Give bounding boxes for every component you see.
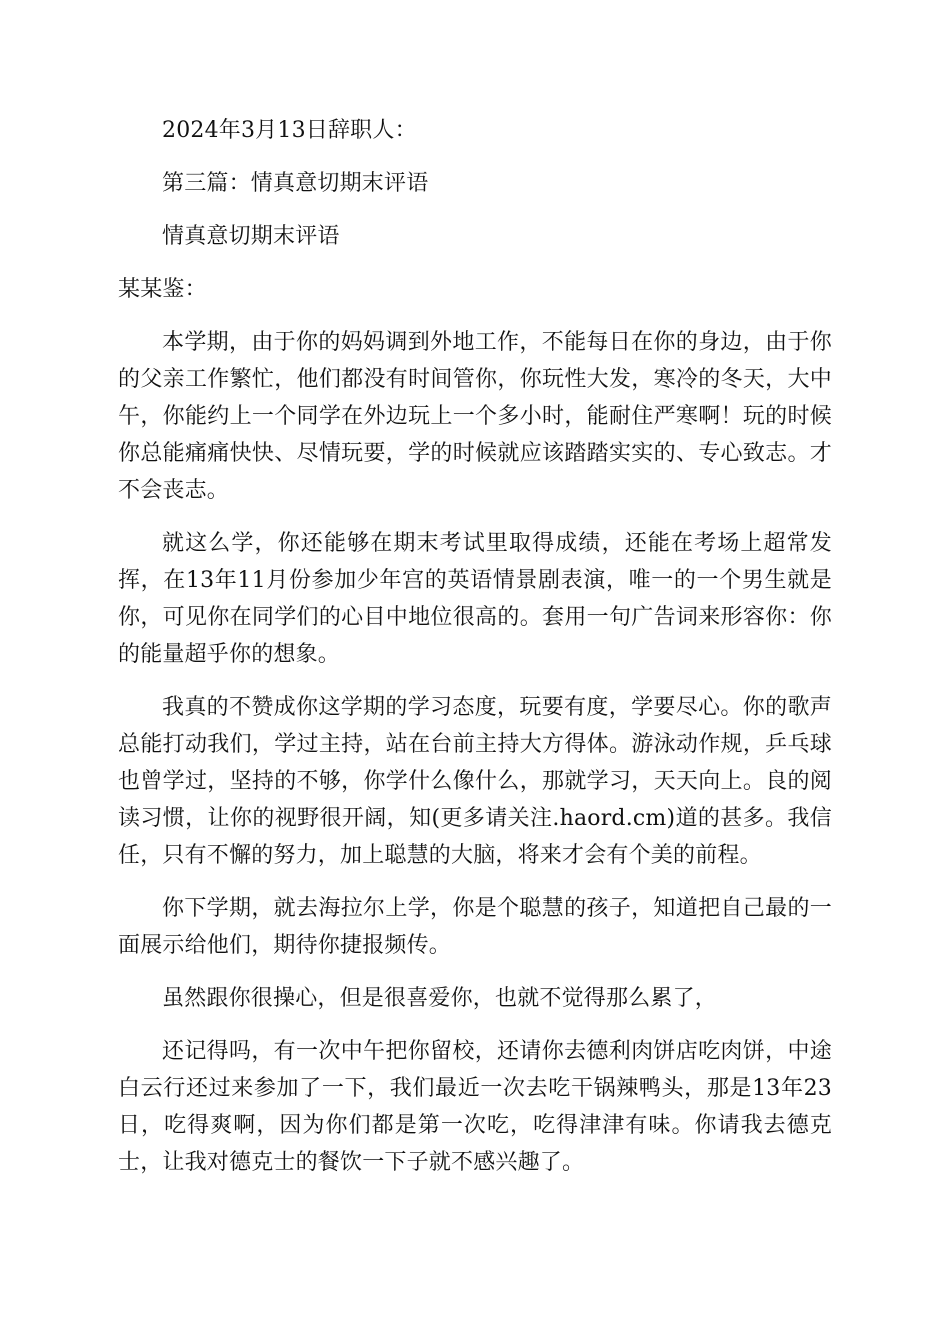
body-paragraph-1: 本学期，由于你的妈妈调到外地工作，不能每日在你的身边，由于你的父亲工作繁忙，他们都没有时间管你，你玩性大发，寒冷的冬天，大中午，你能约上一个同学在外边玩上一个多小时，能耐住严寒啊！玩的时候你总能痛痛快快、尽情玩要，学的时候就应该踏踏实实的、专心致志。才不会丧志。 <box>118 330 832 503</box>
salutation: 某某鉴： <box>118 277 207 302</box>
body-paragraph-4: 你下学期，就去海拉尔上学，你是个聪慧的孩子，知道把自己最的一面展示给他们，期待你捷报频传。 <box>118 896 832 958</box>
article-title: 情真意切期末评语 <box>162 224 340 249</box>
body-paragraph-3: 我真的不赞成你这学期的学习态度，玩要有度，学要尽心。你的歌声总能打动我们，学过主持，站在台前主持大方得体。游泳动作规，乒乓球也曾学过，坚持的不够，你学什么像什么，那就学习，天天向上。良的阅读习惯，让你的视野很开阔，知(更多请关注.haord.cm)道的甚多。我信任，只有不懈的努力，加上聪慧的大脑，将来才会有个美的前程。 <box>118 695 832 868</box>
body-paragraph-2: 就这么学，你还能够在期末考试里取得成绩，还能在考场上超常发挥，在13年11月份参加少年宫的英语情景剧表演，唯一的一个男生就是你，可见你在同学们的心目中地位很高的。套用一句广告词来形容你：你的能量超乎你的想象。 <box>118 531 832 667</box>
body-paragraph-6: 还记得吗，有一次中午把你留校，还请你去德利肉饼店吃肉饼，中途白云行还过来参加了一下，我们最近一次去吃干锅辣鸭头，那是13年23日，吃得爽啊，因为你们都是第一次吃，吃得津津有味。你请我去德克士，让我对德克士的餐饮一下子就不感兴趣了。 <box>118 1039 832 1175</box>
section-heading: 第三篇：情真意切期末评语 <box>162 171 429 196</box>
document-body <box>118 112 832 1181</box>
resignation-date-line: 2024年3月13日辞职人： <box>162 118 417 143</box>
body-paragraph-5: 虽然跟你很操心，但是很喜爱你，也就不觉得那么累了， <box>162 986 718 1011</box>
